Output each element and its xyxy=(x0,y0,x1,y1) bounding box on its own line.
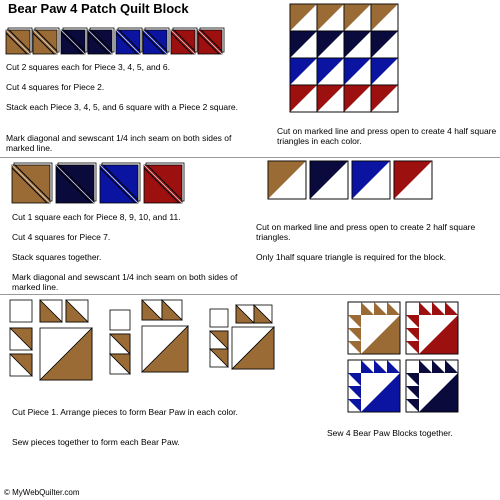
half-square-triangles-grid xyxy=(290,4,410,114)
bear-paw-arrangement-3 xyxy=(210,305,300,395)
divider-2 xyxy=(0,294,500,295)
bear-paw-arrangement-2 xyxy=(110,300,200,390)
arr3-white-square xyxy=(210,309,228,327)
divider-1 xyxy=(0,157,500,158)
copyright: © MyWebQuilter.com xyxy=(4,488,80,497)
section2-stack-text: Stack squares together. xyxy=(12,252,102,262)
bear-paw-arrangement-1 xyxy=(10,300,100,390)
section1-result-text: Cut on marked line and press open to create 4 half square triangles in each color. xyxy=(277,126,497,146)
section3-result-text: Sew 4 Bear Paw Blocks together. xyxy=(327,428,453,438)
section3-arrange-text: Cut Piece 1. Arrange pieces to form Bear Paw in each color. xyxy=(12,407,238,417)
section2-cut-text-2: Cut 4 squares for Piece 7. xyxy=(12,232,111,242)
finished-bear-paw-block xyxy=(348,302,460,414)
arr1-white-square xyxy=(10,300,32,322)
section3-sew-text: Sew pieces together to form each Bear Paw. xyxy=(12,437,180,447)
stacked-squares-row xyxy=(6,28,226,56)
section2-note-text: Only 1half square triangle is required for the block. xyxy=(256,252,446,262)
section2-result-text: Cut on marked line and press open to create 2 half square triangles. xyxy=(256,222,476,242)
section2-mark-text: Mark diagonal and sewscant 1/4 inch seam on both sides of marked line. xyxy=(12,272,238,292)
arr2-white-square xyxy=(110,310,130,330)
section1-cut-text: Cut 2 squares each for Piece 3, 4, 5, and 6. xyxy=(6,62,170,72)
half-square-triangles-row xyxy=(268,161,438,201)
section1-stack-text: Stack each Piece 3, 4, 5, and 6 square with a Piece 2 square. xyxy=(6,102,239,112)
page-title: Bear Paw 4 Patch Quilt Block xyxy=(8,1,189,16)
stacked-squares-row-2 xyxy=(12,163,202,205)
section1-cut-text-2: Cut 4 squares for Piece 2. xyxy=(6,82,105,92)
section1-mark-text: Mark diagonal and sewscant 1/4 inch seam on both sides of marked line. xyxy=(6,133,232,153)
section2-cut-text: Cut 1 square each for Piece 8, 9, 10, and 11. xyxy=(12,212,181,222)
